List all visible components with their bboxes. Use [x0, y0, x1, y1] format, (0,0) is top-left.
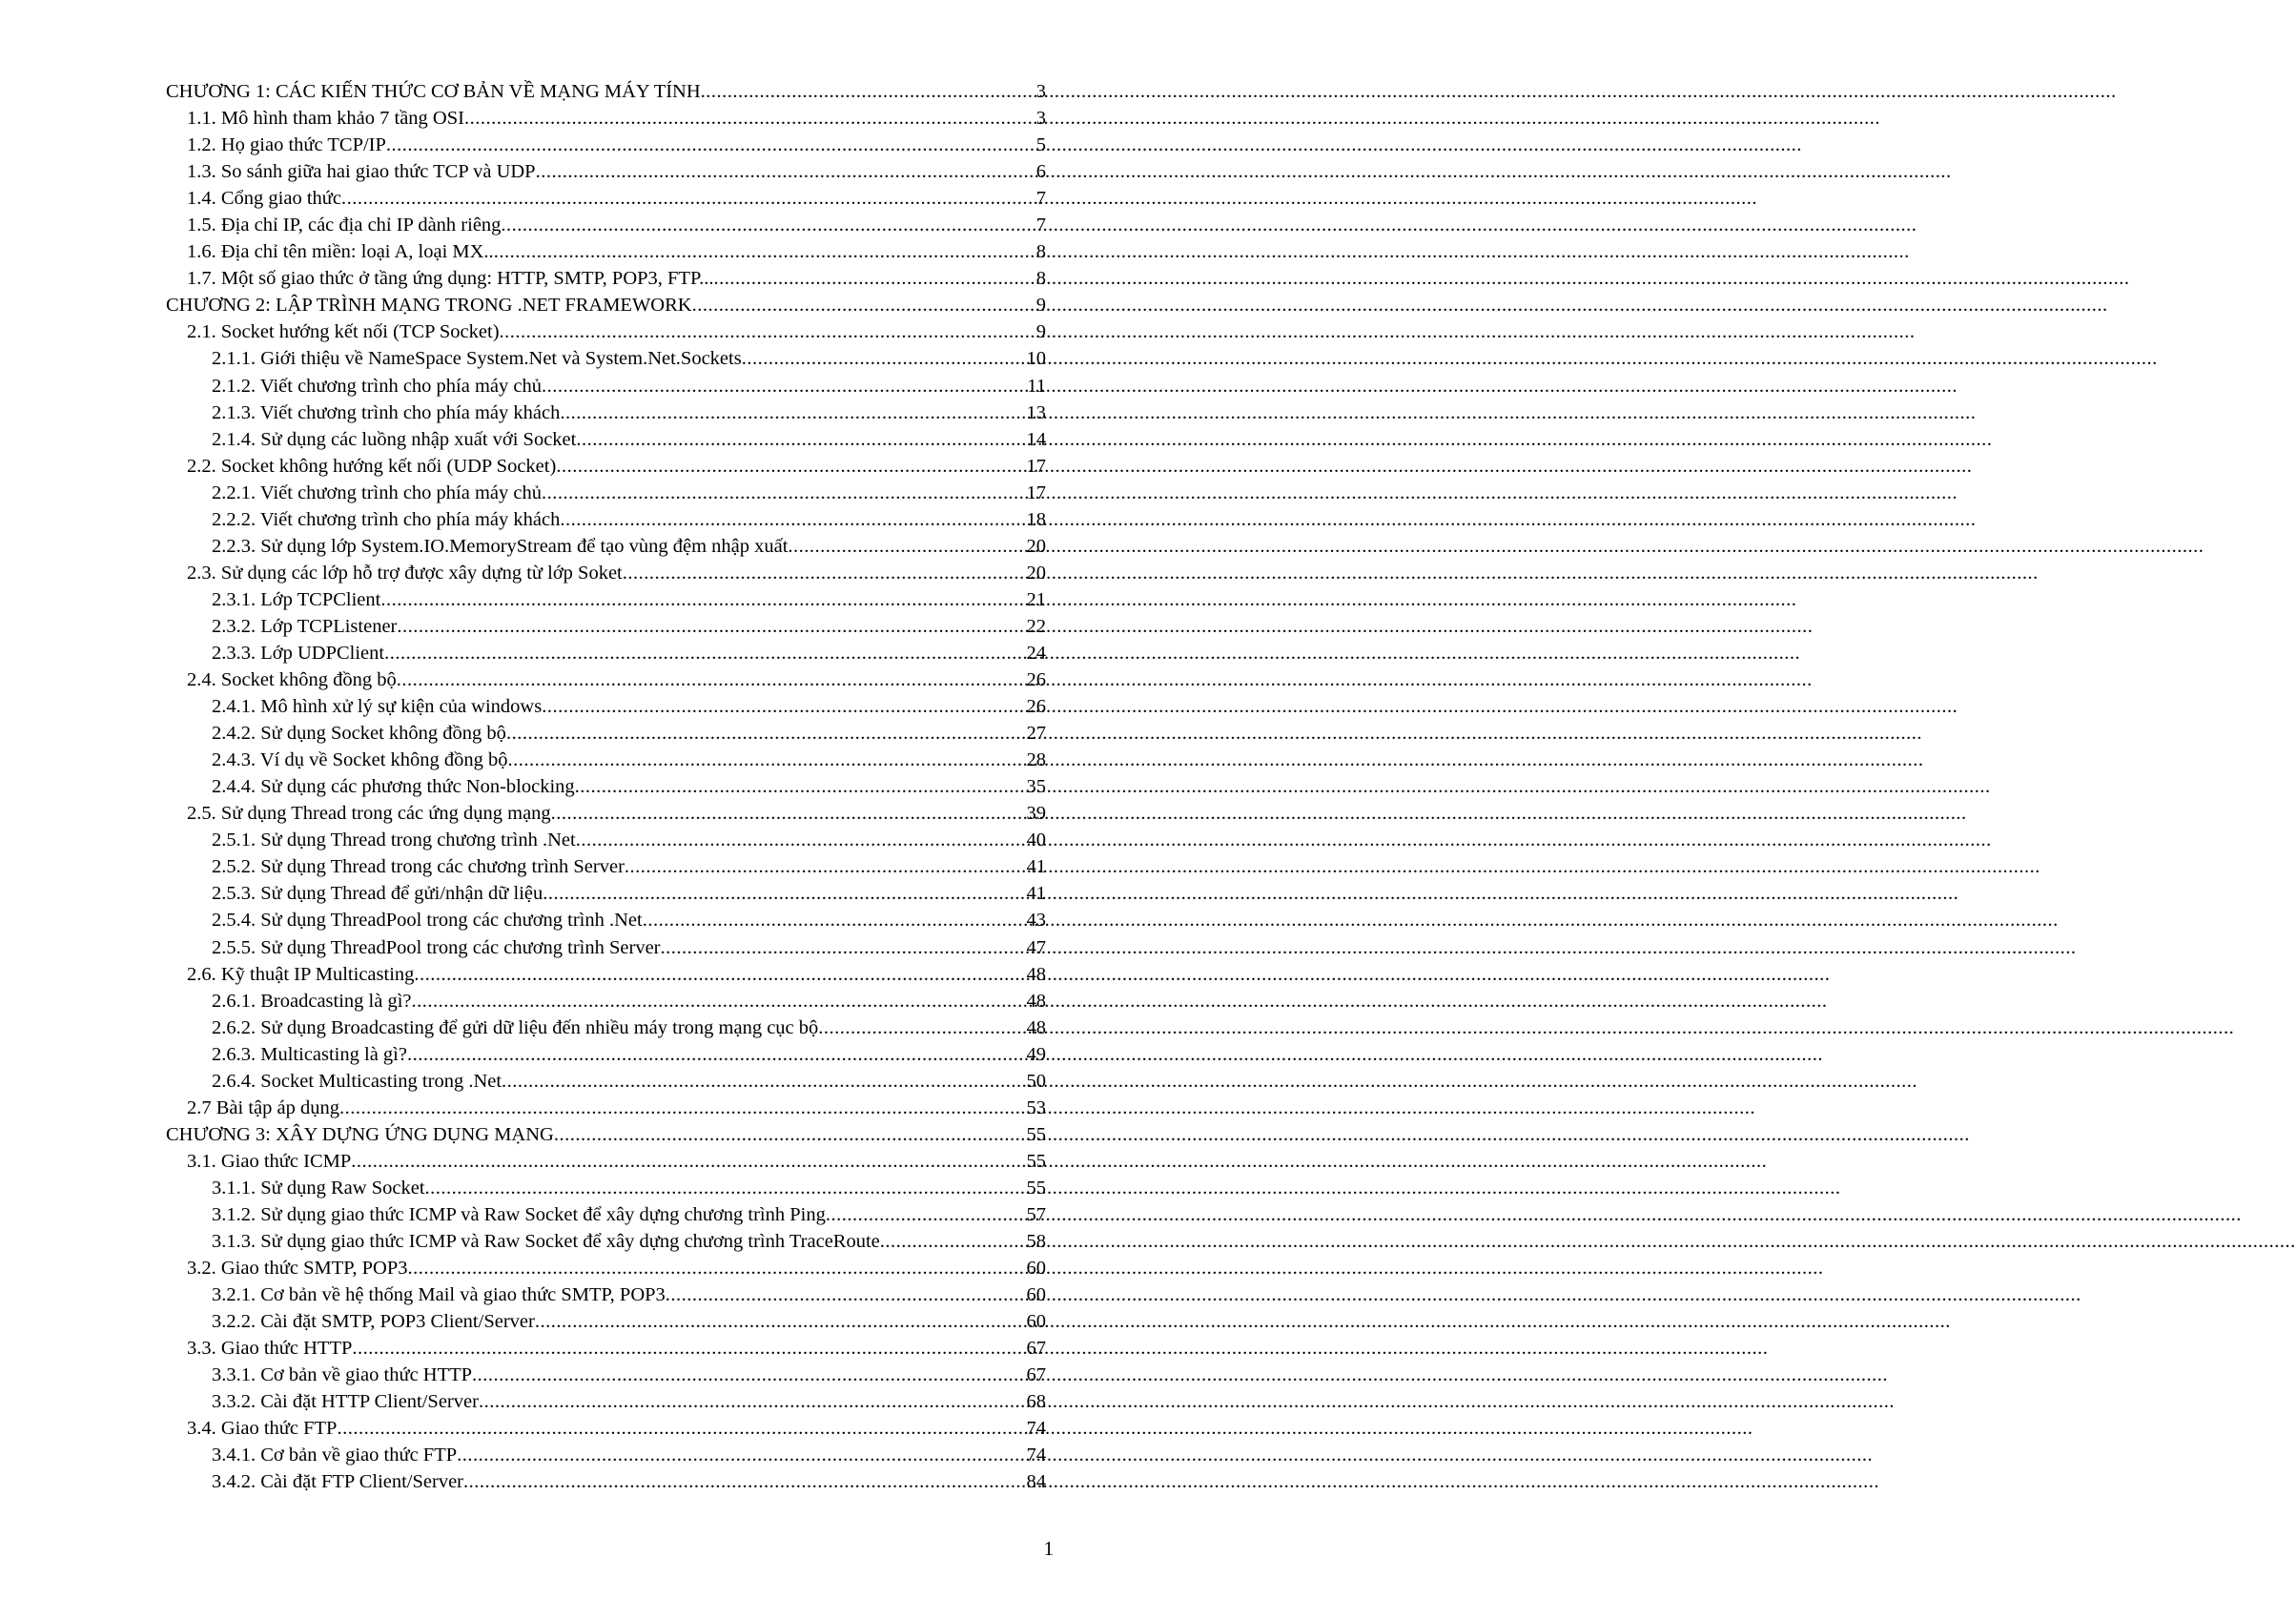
- toc-dot-leader: [457, 1442, 1026, 1468]
- toc-entry-page-number: 11: [1027, 375, 1046, 397]
- toc-entry-title: 2.5.4. Sử dụng ThreadPool trong các chương trình .Net: [212, 910, 643, 932]
- toc-section-entry[interactable]: [166, 265, 1046, 292]
- toc-entry-page-number: 49: [1026, 1043, 1046, 1065]
- toc-entry-title: 2.5.5. Sử dụng ThreadPool trong các chương trình Server: [212, 936, 661, 958]
- toc-subsection-entry[interactable]: [166, 988, 1046, 1014]
- toc-entry-page-number: 48: [1026, 990, 1046, 1012]
- toc-entry-title: 2.4.1. Mô hình xử lý sự kiện của windows: [212, 696, 543, 718]
- toc-dot-leader: [502, 1068, 1026, 1095]
- toc-dot-leader: [337, 1415, 1026, 1442]
- toc-section-entry[interactable]: [166, 666, 1046, 693]
- toc-dot-leader: [692, 292, 1036, 318]
- toc-section-entry[interactable]: [166, 961, 1046, 988]
- toc-entry-page-number: 9: [1035, 295, 1046, 317]
- toc-entry-title: 2.2.3. Sử dụng lớp System.IO.MemoryStream để tạo vùng đệm nhập xuất: [212, 535, 789, 557]
- toc-entry-page-number: 22: [1026, 615, 1046, 637]
- toc-entry-page-number: 3: [1035, 108, 1046, 130]
- toc-entry-page-number: 27: [1026, 723, 1046, 745]
- toc-section-entry[interactable]: [166, 1415, 1046, 1442]
- toc-entry-title: 1.5. Địa chỉ IP, các địa chỉ IP dành riêng: [187, 215, 502, 236]
- toc-entry-page-number: 8: [1035, 268, 1046, 290]
- toc-entry-page-number: 67: [1026, 1364, 1046, 1386]
- toc-entry-title: 2.1.4. Sử dụng các luồng nhập xuất với Socket: [212, 428, 577, 450]
- toc-subsection-entry[interactable]: [166, 880, 1046, 907]
- toc-dot-leader: [554, 1121, 1027, 1148]
- toc-section-entry[interactable]: [166, 132, 1046, 158]
- toc-dot-leader: [463, 1468, 1026, 1495]
- toc-subsection-entry[interactable]: [166, 1362, 1046, 1388]
- toc-dot-leader: [494, 238, 1036, 265]
- toc-chapter-entry[interactable]: [166, 292, 1046, 318]
- toc-entry-title: CHƯƠNG 3: XÂY DỰNG ỨNG DỤNG MẠNG: [166, 1123, 554, 1145]
- toc-entry-title: 3.1.2. Sử dụng giao thức ICMP và Raw Socket để xây dựng chương trình Ping: [212, 1203, 826, 1225]
- toc-entry-title: CHƯƠNG 1: CÁC KIẾN THỨC CƠ BẢN VỀ MẠNG MÁY TÍNH: [166, 81, 701, 102]
- toc-subsection-entry[interactable]: [166, 773, 1046, 800]
- toc-entry-page-number: 17: [1026, 455, 1046, 477]
- toc-dot-leader: [407, 1041, 1027, 1068]
- toc-subsection-entry[interactable]: [166, 480, 1046, 506]
- toc-entry-page-number: 28: [1026, 749, 1046, 771]
- toc-section-entry[interactable]: [166, 1095, 1046, 1121]
- toc-entry-page-number: 17: [1026, 482, 1046, 503]
- toc-entry-page-number: 9: [1035, 321, 1046, 343]
- toc-chapter-entry[interactable]: [166, 1121, 1046, 1148]
- toc-dot-leader: [542, 480, 1027, 506]
- toc-dot-leader: [352, 1335, 1026, 1362]
- toc-dot-leader: [408, 1255, 1027, 1281]
- toc-dot-leader: [643, 907, 1027, 933]
- toc-dot-leader: [576, 827, 1027, 853]
- toc-entry-title: 1.4. Cổng giao thức: [187, 188, 341, 210]
- toc-dot-leader: [479, 1388, 1027, 1415]
- toc-entry-title: 3.3. Giao thức HTTP: [187, 1338, 353, 1360]
- toc-entry-page-number: 53: [1026, 1096, 1046, 1118]
- toc-entry-title: 2.7 Bài tập áp dụng: [187, 1096, 339, 1118]
- toc-subsection-entry[interactable]: [166, 1068, 1046, 1095]
- toc-entry-title: 2.1.3. Viết chương trình cho phía máy khách: [212, 401, 561, 423]
- toc-chapter-entry[interactable]: [166, 78, 1046, 105]
- toc-entry-page-number: 60: [1026, 1258, 1046, 1280]
- toc-subsection-entry[interactable]: [166, 1228, 1046, 1255]
- toc-entry-title: 2.3.1. Lớp TCPClient: [212, 588, 381, 610]
- toc-dot-leader: [556, 453, 1026, 480]
- toc-entry-page-number: 60: [1026, 1311, 1046, 1333]
- toc-dot-leader: [713, 265, 1035, 292]
- toc-subsection-entry[interactable]: [166, 400, 1046, 426]
- toc-subsection-entry[interactable]: [166, 533, 1046, 560]
- toc-dot-leader: [701, 78, 1036, 105]
- toc-entry-title: 3.1. Giao thức ICMP: [187, 1150, 352, 1172]
- toc-entry-page-number: 39: [1026, 803, 1046, 825]
- toc-entry-page-number: 47: [1026, 936, 1046, 958]
- toc-entry-page-number: 5: [1035, 134, 1046, 156]
- toc-entry-title: 2.1.1. Giới thiệu về NameSpace System.Net và System.Net.Sockets: [212, 348, 742, 370]
- document-page: [0, 0, 1144, 1619]
- toc-entry-title: 3.1.1. Sử dụng Raw Socket: [212, 1177, 425, 1199]
- toc-dot-leader: [414, 961, 1026, 988]
- toc-entry-title: 2.5.1. Sử dụng Thread trong chương trình .Net: [212, 830, 576, 851]
- toc-section-entry[interactable]: [166, 1148, 1046, 1175]
- toc-entry-title: 2.2. Socket không hướng kết nối (UDP Socket): [187, 455, 557, 477]
- toc-entry-title: 2.6. Kỹ thuật IP Multicasting: [187, 963, 415, 985]
- toc-entry-page-number: 26: [1026, 669, 1046, 691]
- toc-entry-page-number: 55: [1026, 1177, 1046, 1199]
- toc-dot-leader: [341, 185, 1036, 212]
- toc-subsection-entry[interactable]: [166, 1388, 1046, 1415]
- toc-subsection-entry[interactable]: [166, 586, 1046, 613]
- toc-entry-title: 2.1. Socket hướng kết nối (TCP Socket): [187, 321, 500, 343]
- toc-entry-page-number: 40: [1026, 830, 1046, 851]
- toc-dot-leader: [397, 613, 1026, 640]
- toc-subsection-entry[interactable]: [166, 1041, 1046, 1068]
- table-of-contents: [166, 78, 1046, 1495]
- toc-dot-leader: [464, 105, 1036, 132]
- toc-section-entry[interactable]: [166, 318, 1046, 345]
- toc-entry-page-number: 43: [1026, 910, 1046, 932]
- toc-entry-title: 2.3. Sử dụng các lớp hỗ trợ được xây dựng từ lớp Soket: [187, 562, 623, 584]
- toc-section-entry[interactable]: [166, 105, 1046, 132]
- toc-subsection-entry[interactable]: [166, 827, 1046, 853]
- toc-dot-leader: [501, 212, 1035, 238]
- toc-entry-page-number: 58: [1026, 1231, 1046, 1253]
- toc-entry-page-number: 24: [1026, 642, 1046, 664]
- toc-entry-title: 3.4.1. Cơ bản về giao thức FTP: [212, 1445, 458, 1466]
- toc-dot-leader: [412, 988, 1027, 1014]
- toc-entry-page-number: 26: [1026, 696, 1046, 718]
- toc-entry-page-number: 35: [1026, 776, 1046, 798]
- toc-entry-page-number: 41: [1026, 856, 1046, 878]
- toc-entry-page-number: 50: [1026, 1070, 1046, 1092]
- toc-entry-title: 2.5.2. Sử dụng Thread trong các chương trình Server: [212, 856, 625, 878]
- toc-entry-title: 2.4. Socket không đồng bộ: [187, 669, 397, 691]
- toc-entry-title: 2.6.2. Sử dụng Broadcasting để gửi dữ liệu đến nhiều máy trong mạng cục bộ: [212, 1016, 819, 1038]
- toc-section-entry[interactable]: [166, 453, 1046, 480]
- toc-entry-page-number: 7: [1035, 215, 1046, 236]
- toc-entry-title: 2.5. Sử dụng Thread trong các ứng dụng mạng: [187, 803, 551, 825]
- toc-entry-title: 3.2.1. Cơ bản về hệ thống Mail và giao thức SMTP, POP3: [212, 1284, 666, 1306]
- toc-entry-page-number: 6: [1035, 161, 1046, 183]
- toc-entry-title: 3.3.2. Cài đặt HTTP Client/Server: [212, 1391, 479, 1413]
- toc-section-entry[interactable]: [166, 185, 1046, 212]
- toc-dot-leader: [535, 1308, 1027, 1335]
- toc-entry-title: 2.3.3. Lớp UDPClient: [212, 642, 385, 664]
- toc-dot-leader: [576, 426, 1026, 453]
- toc-entry-page-number: 67: [1026, 1338, 1046, 1360]
- toc-entry-title: 3.3.1. Cơ bản về giao thức HTTP: [212, 1364, 473, 1386]
- toc-entry-title: 2.3.2. Lớp TCPListener: [212, 615, 398, 637]
- toc-dot-leader: [380, 586, 1026, 613]
- toc-dot-leader: [339, 1095, 1027, 1121]
- toc-section-entry[interactable]: [166, 800, 1046, 827]
- toc-entry-page-number: 48: [1026, 963, 1046, 985]
- toc-dot-leader: [506, 720, 1027, 747]
- toc-subsection-entry[interactable]: [166, 934, 1046, 961]
- toc-entry-title: 2.6.4. Socket Multicasting trong .Net: [212, 1070, 502, 1092]
- toc-dot-leader: [788, 533, 1026, 560]
- toc-dot-leader: [543, 880, 1026, 907]
- toc-dot-leader: [551, 800, 1027, 827]
- toc-entry-page-number: 20: [1026, 562, 1046, 584]
- toc-subsection-entry[interactable]: [166, 1014, 1046, 1041]
- toc-dot-leader: [623, 560, 1027, 586]
- toc-entry-page-number: 74: [1026, 1445, 1046, 1466]
- toc-dot-leader: [818, 1014, 1026, 1041]
- toc-entry-title: 2.2.1. Viết chương trình cho phía máy chủ: [212, 482, 542, 503]
- toc-subsection-entry[interactable]: [166, 1201, 1046, 1228]
- toc-entry-title: 2.5.3. Sử dụng Thread để gửi/nhận dữ liệu: [212, 883, 543, 905]
- toc-subsection-entry[interactable]: [166, 426, 1046, 453]
- toc-dot-leader: [425, 1175, 1027, 1201]
- toc-subsection-entry[interactable]: [166, 506, 1046, 533]
- toc-section-entry[interactable]: [166, 1335, 1046, 1362]
- toc-entry-page-number: 18: [1026, 508, 1046, 530]
- toc-dot-leader: [351, 1148, 1026, 1175]
- toc-dot-leader: [742, 345, 1027, 372]
- toc-entry-page-number: 55: [1026, 1123, 1046, 1145]
- toc-subsection-entry[interactable]: [166, 853, 1046, 880]
- toc-subsection-entry[interactable]: [166, 720, 1046, 747]
- toc-entry-title: 2.1.2. Viết chương trình cho phía máy chủ: [212, 375, 542, 397]
- toc-dot-leader: [508, 747, 1027, 773]
- toc-entry-page-number: 84: [1026, 1471, 1046, 1493]
- toc-subsection-entry[interactable]: [166, 1281, 1046, 1308]
- toc-dot-leader: [625, 853, 1027, 880]
- toc-entry-page-number: 48: [1026, 1016, 1046, 1038]
- toc-dot-leader: [386, 132, 1036, 158]
- toc-entry-page-number: 14: [1026, 428, 1046, 450]
- toc-entry-page-number: 7: [1035, 188, 1046, 210]
- page-number: 1: [1043, 1537, 1054, 1560]
- toc-dot-leader: [542, 693, 1026, 720]
- toc-entry-page-number: 21: [1026, 588, 1046, 610]
- toc-entry-title: 1.2. Họ giao thức TCP/IP: [187, 134, 386, 156]
- toc-entry-title: 2.4.4. Sử dụng các phương thức Non-blocking: [212, 776, 575, 798]
- toc-section-entry[interactable]: [166, 238, 1046, 265]
- toc-entry-page-number: 10: [1026, 348, 1046, 370]
- toc-entry-page-number: 8: [1035, 241, 1046, 263]
- toc-section-entry[interactable]: [166, 1255, 1046, 1281]
- toc-dot-leader: [880, 1228, 1027, 1255]
- toc-dot-leader: [560, 400, 1026, 426]
- toc-dot-leader: [575, 773, 1027, 800]
- toc-entry-title: 2.4.2. Sử dụng Socket không đồng bộ: [212, 723, 506, 745]
- toc-subsection-entry[interactable]: [166, 693, 1046, 720]
- toc-dot-leader: [384, 640, 1026, 666]
- toc-dot-leader: [560, 506, 1026, 533]
- toc-dot-leader: [826, 1201, 1027, 1228]
- toc-section-entry[interactable]: [166, 158, 1046, 185]
- toc-dot-leader: [472, 1362, 1026, 1388]
- toc-entry-title: 1.3. So sánh giữa hai giao thức TCP và UDP: [187, 161, 536, 183]
- toc-entry-title: 2.2.2. Viết chương trình cho phía máy khách: [212, 508, 561, 530]
- toc-entry-page-number: 68: [1026, 1391, 1046, 1413]
- toc-dot-leader: [661, 934, 1027, 961]
- toc-entry-title: 2.6.1. Broadcasting là gì?: [212, 990, 412, 1012]
- toc-entry-title: 3.2.2. Cài đặt SMTP, POP3 Client/Server: [212, 1311, 535, 1333]
- toc-dot-leader: [666, 1281, 1027, 1308]
- toc-subsection-entry[interactable]: [166, 1468, 1046, 1495]
- toc-subsection-entry[interactable]: [166, 1175, 1046, 1201]
- toc-dot-leader: [536, 158, 1036, 185]
- toc-entry-title: 1.6. Địa chỉ tên miền: loại A, loại MX..: [187, 241, 494, 263]
- toc-entry-title: CHƯƠNG 2: LẬP TRÌNH MẠNG TRONG .NET FRAMEWORK: [166, 295, 692, 317]
- toc-subsection-entry[interactable]: [166, 613, 1046, 640]
- toc-entry-page-number: 57: [1026, 1203, 1046, 1225]
- toc-subsection-entry[interactable]: [166, 373, 1046, 400]
- toc-section-entry[interactable]: [166, 212, 1046, 238]
- toc-dot-leader: [542, 373, 1027, 400]
- toc-section-entry[interactable]: [166, 560, 1046, 586]
- toc-entry-title: 1.7. Một số giao thức ở tầng ứng dụng: HTTP, SMTP, POP3, FTP...: [187, 268, 714, 290]
- toc-entry-title: 3.4. Giao thức FTP: [187, 1418, 338, 1440]
- toc-entry-title: 3.4.2. Cài đặt FTP Client/Server: [212, 1471, 464, 1493]
- toc-entry-page-number: 13: [1026, 401, 1046, 423]
- toc-entry-page-number: 55: [1026, 1150, 1046, 1172]
- toc-subsection-entry[interactable]: [166, 1442, 1046, 1468]
- toc-entry-title: 2.4.3. Ví dụ về Socket không đồng bộ: [212, 749, 508, 771]
- toc-subsection-entry[interactable]: [166, 345, 1046, 372]
- toc-entry-title: 2.6.3. Multicasting là gì?: [212, 1043, 407, 1065]
- toc-entry-page-number: 41: [1026, 883, 1046, 905]
- toc-entry-title: 3.2. Giao thức SMTP, POP3: [187, 1258, 408, 1280]
- toc-subsection-entry[interactable]: [166, 1308, 1046, 1335]
- toc-entry-title: 3.1.3. Sử dụng giao thức ICMP và Raw Socket để xây dựng chương trình TraceRoute: [212, 1231, 880, 1253]
- toc-subsection-entry[interactable]: [166, 640, 1046, 666]
- toc-dot-leader: [500, 318, 1036, 345]
- toc-entry-title: 1.1. Mô hình tham khảo 7 tầng OSI: [187, 108, 464, 130]
- toc-entry-page-number: 60: [1026, 1284, 1046, 1306]
- toc-subsection-entry[interactable]: [166, 907, 1046, 933]
- toc-subsection-entry[interactable]: [166, 747, 1046, 773]
- toc-entry-page-number: 74: [1026, 1418, 1046, 1440]
- toc-entry-page-number: 3: [1035, 81, 1046, 102]
- toc-entry-page-number: 20: [1026, 535, 1046, 557]
- toc-dot-leader: [397, 666, 1027, 693]
